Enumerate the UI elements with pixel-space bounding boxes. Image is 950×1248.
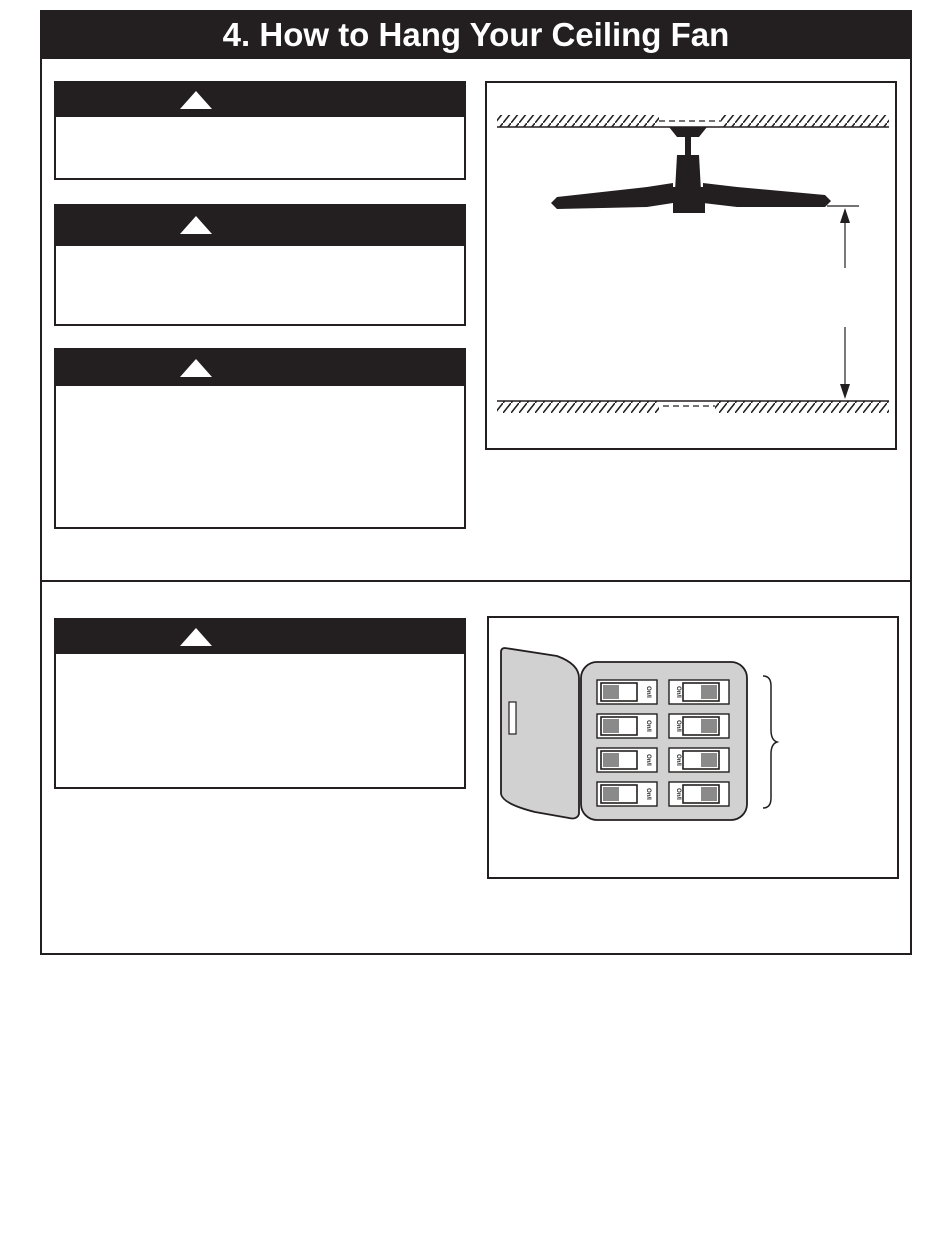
fan-clearance-drawing	[487, 83, 899, 452]
switch-label: On/I	[645, 686, 651, 698]
warning-header	[56, 350, 464, 386]
floor-line	[497, 399, 889, 415]
breaker-switch	[669, 782, 729, 806]
warning-header	[56, 620, 464, 654]
warning-box-1	[54, 81, 466, 180]
breaker-switch	[669, 714, 729, 738]
switch-label: On/I	[645, 754, 651, 766]
ceiling-fan-silhouette	[551, 127, 831, 213]
warning-header	[56, 83, 464, 117]
switch-label: On/I	[675, 720, 681, 732]
breaker-switch	[597, 714, 657, 738]
warning-header	[56, 206, 464, 246]
warning-triangle-icon	[180, 216, 212, 234]
ceiling-line	[497, 113, 889, 129]
warning-box-3	[54, 348, 466, 529]
breaker-switch	[597, 680, 657, 704]
grouping-brace	[763, 676, 777, 808]
breaker-switch	[669, 680, 729, 704]
warning-triangle-icon	[180, 91, 212, 109]
switch-label: On/I	[675, 686, 681, 698]
page-title: 4. How to Hang Your Ceiling Fan	[40, 10, 912, 59]
warning-box-2	[54, 204, 466, 326]
breaker-switch	[597, 782, 657, 806]
switch-label: On/I	[675, 788, 681, 800]
warning-triangle-icon	[180, 628, 212, 646]
breaker-panel-figure	[487, 616, 899, 879]
breaker-panel-drawing	[489, 618, 901, 881]
warning-box-4	[54, 618, 466, 789]
fan-clearance-figure	[485, 81, 897, 450]
warning-triangle-icon	[180, 359, 212, 377]
switch-label: On/I	[645, 720, 651, 732]
breaker-switch	[597, 748, 657, 772]
breaker-switch	[669, 748, 729, 772]
height-dimension-arrow	[827, 206, 859, 399]
switch-label: On/I	[645, 788, 651, 800]
switch-label: On/I	[675, 754, 681, 766]
panel-door	[501, 648, 579, 819]
